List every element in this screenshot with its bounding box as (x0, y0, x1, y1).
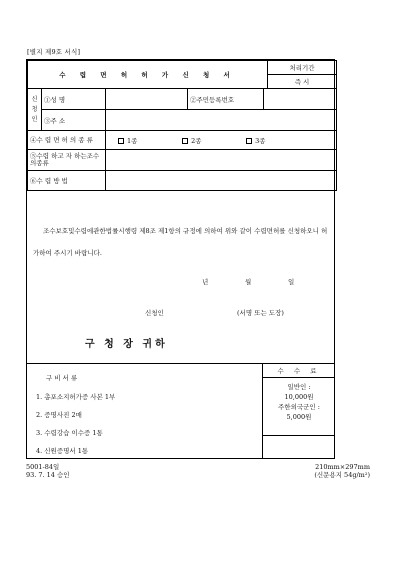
game-species-value[interactable] (106, 150, 337, 171)
license-option-3[interactable]: 3종 (246, 136, 300, 145)
form-header-table (27, 60, 337, 89)
name-value[interactable] (106, 89, 188, 110)
documents-heading: 구비서류 (46, 374, 80, 382)
declaration-text: 조수보호및수렵에관한법률시행령 제8조 제1항의 규정에 의하여 위와 같이 수렵면허를 신청하오니 허가하여 주시기 바랍니다. (33, 227, 328, 257)
date-month-label: 월 (245, 278, 252, 286)
processing-period-label: 처리기간 (268, 61, 337, 75)
checkbox-icon[interactable] (118, 138, 124, 144)
checkbox-icon[interactable] (182, 138, 188, 144)
applicant-table (27, 88, 337, 191)
recipient: 구 청 장 귀하 (85, 339, 168, 350)
form-code: 5001-84일 (26, 463, 60, 471)
hunting-method-label: ⑥수 렵 방 법 (28, 171, 106, 191)
form-number: [별지 제9호 서식] (27, 48, 81, 56)
approval-date: 93. 7. 14 승인 (26, 471, 70, 479)
resident-id-value[interactable] (264, 89, 337, 110)
approval-info (26, 463, 70, 479)
form-title: 수 렵 면 허 허 가 신 청 서 (28, 61, 268, 89)
license-type-label: ④수 렵 면 허 의 종 류 (28, 131, 106, 150)
date-day-label: 일 (288, 278, 295, 286)
fee-general-amount: 10,000원 (284, 393, 314, 401)
document-item: 4. 신원증명서 1통 (36, 447, 89, 455)
paper-size: 210mm×297mm (315, 463, 370, 471)
bottom-section (26, 363, 335, 459)
game-species-label: ⑤수렵 하고 자 하는조수의종류 (28, 150, 106, 171)
date-year-label: 년 (202, 278, 209, 286)
license-option-2[interactable]: 2종 (182, 136, 236, 145)
name-label: ①성 명 (42, 89, 106, 110)
application-form (26, 59, 335, 459)
resident-id-label: ②주민등록번호 (188, 89, 264, 110)
checkbox-icon[interactable] (246, 138, 252, 144)
paper-type: (신문용지 54g/m²) (314, 471, 370, 479)
fee-box (263, 364, 335, 436)
fee-details (263, 378, 335, 422)
hunting-method-value[interactable] (106, 171, 337, 191)
signature-note: (서명 또는 도장) (237, 309, 284, 317)
address-label: ③주 소 (42, 110, 106, 131)
required-documents (26, 364, 263, 459)
applicant-group-label: 신 청 인 (28, 89, 42, 131)
address-value[interactable] (106, 110, 337, 131)
processing-period-value: 즉 시 (268, 75, 337, 89)
fee-foreign-label: 주한외국군인 : (278, 403, 320, 411)
document-item: 2. 증명사진 2매 (36, 411, 82, 419)
license-option-1[interactable]: 1종 (118, 136, 172, 145)
fee-heading: 수 수 료 (263, 364, 335, 378)
paper-spec (280, 463, 370, 479)
document-item: 3. 수렵강습 이수증 1통 (36, 429, 103, 437)
license-type-options (106, 131, 337, 150)
fee-foreign-amount: 5,000원 (286, 413, 312, 421)
applicant-signature-label: 신청인 (145, 309, 164, 317)
fee-general-label: 일반인 : (287, 383, 311, 391)
document-item: 1. 총포소지허가증 사본 1부 (36, 393, 116, 401)
